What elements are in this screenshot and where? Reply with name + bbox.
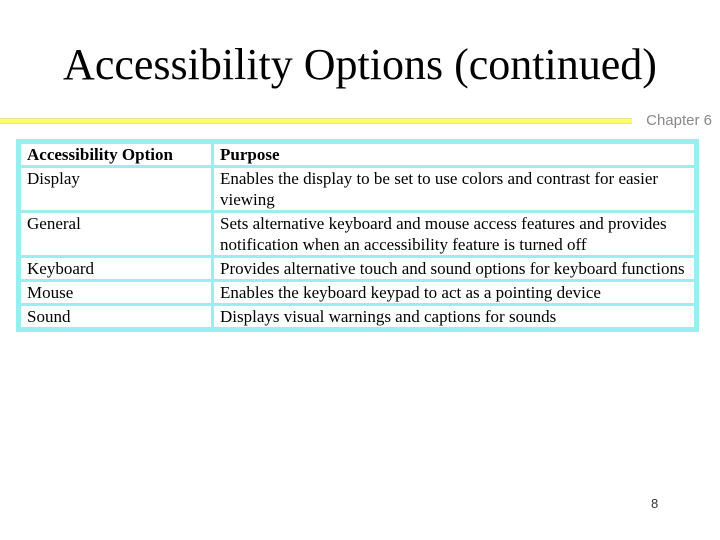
purpose-cell: Enables the keyboard keypad to act as a pointing device [214,282,694,303]
table-row [21,168,694,210]
option-cell: Keyboard [21,258,211,279]
table-header-row [21,144,694,165]
purpose-cell: Enables the display to be set to use colors and contrast for easier viewing [214,168,694,210]
option-cell: Sound [21,306,211,327]
chapter-label: Chapter 6 [646,112,712,129]
option-cell: General [21,213,211,255]
option-cell: Mouse [21,282,211,303]
option-cell: Display [21,168,211,210]
header-purpose: Purpose [214,144,694,165]
purpose-cell: Provides alternative touch and sound options for keyboard functions [214,258,694,279]
table-row [21,306,694,327]
purpose-cell: Sets alternative keyboard and mouse access features and provides notification when an accessibility feature is turned off [214,213,694,255]
accessibility-options-table [16,139,699,332]
header-accessibility-option: Accessibility Option [21,144,211,165]
slide-title: Accessibility Options (continued) [63,40,657,89]
purpose-cell: Displays visual warnings and captions for sounds [214,306,694,327]
table-row [21,213,694,255]
table-row [21,282,694,303]
title-divider [0,118,632,124]
table-row [21,258,694,279]
page-number: 8 [651,496,659,511]
